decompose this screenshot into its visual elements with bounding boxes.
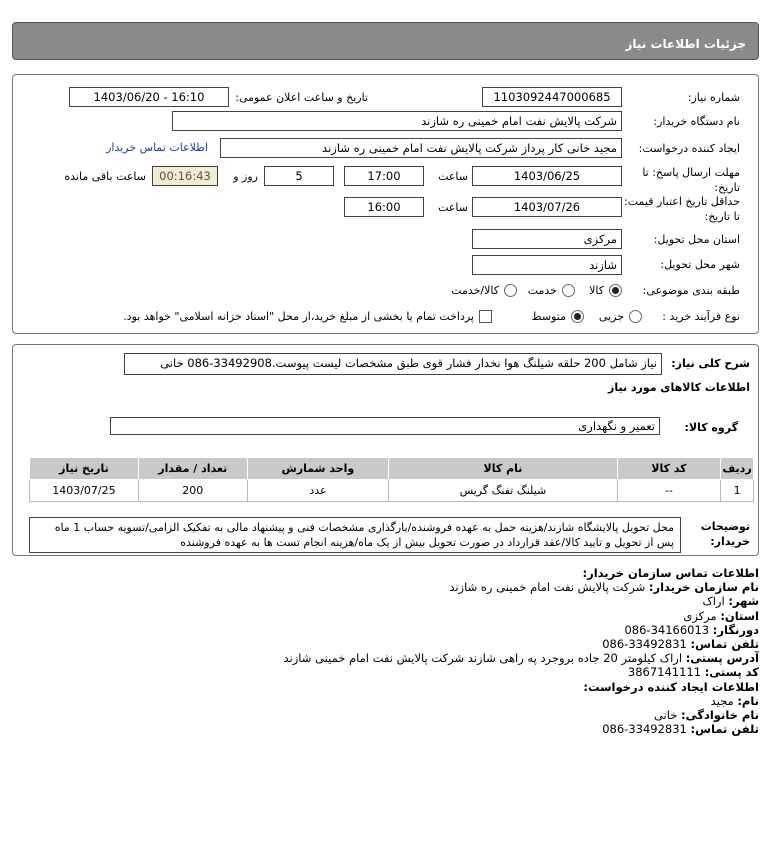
page-header	[12, 22, 759, 60]
cell-qty: 200	[138, 480, 247, 502]
province-field: مرکزی	[472, 229, 622, 249]
validity-date-field: 1403/07/26	[472, 197, 622, 217]
need-details-panel	[12, 74, 759, 334]
process-minor-label: جزیی	[598, 310, 624, 323]
process-minor-radio[interactable]	[629, 310, 642, 323]
cell-name: شیلنگ تفنگ گریس	[389, 480, 618, 502]
remaining-label: ساعت باقی مانده	[64, 170, 146, 183]
creator-name: مجید	[710, 693, 734, 708]
buyer-notes-field: محل تحویل پالایشگاه شازند/هزینه حمل به عهده فروشنده/بارگذاری مشخصات فنی و پیشنهاد مالی به تفکیک الزامی/تسویه حساب 1 ماه پس از تحویل و تایید کالا/عقد قرارداد در صورت تحویل بیش از یک ماه/هزینه انجام تست ها به عهده فروشنده	[29, 517, 681, 553]
contact-province: مرکزی	[683, 608, 717, 623]
category-both-label: کالا/خدمت	[451, 284, 499, 297]
deadline-label: مهلت ارسال پاسخ: تا تاریخ:	[642, 166, 740, 194]
process-medium-radio[interactable]	[571, 310, 584, 323]
creator-family-row	[12, 708, 759, 722]
contact-province-row	[12, 609, 759, 623]
creator-family: خانی	[653, 708, 678, 723]
cell-unit: عدد	[247, 480, 388, 502]
contact-postal-label: کد پستی:	[704, 665, 759, 680]
validity-label: حداقل تاریخ اعتبار قیمت: تا تاریخ:	[624, 195, 740, 223]
treasury-note: پرداخت تمام یا بخشی از مبلغ خرید،از محل "اسناد خزانه اسلامی" خواهد بود.	[123, 310, 474, 323]
buyer-org-label: نام دستگاه خریدار:	[653, 115, 740, 128]
summary-label: شرح کلی نیاز:	[671, 357, 750, 370]
contact-address-row	[12, 651, 759, 665]
table-row	[30, 480, 754, 502]
contact-fax: 34166013-086	[624, 622, 710, 637]
contact-fax-label: دورنگار:	[712, 622, 759, 637]
col-code-header: کد کالا	[617, 458, 720, 480]
creator-phone-row	[12, 722, 759, 736]
contact-title: اطلاعات تماس سازمان خریدار:	[582, 566, 759, 580]
creator-family-label: نام خانوادگی:	[681, 708, 759, 723]
creator-name-row	[12, 694, 759, 708]
contact-address: اراک کیلومتر 20 جاده بروجرد په راهی شازند شرکت پالایش نفت امام خمینی شازند	[283, 651, 683, 666]
process-label: نوع فرآیند خرید :	[662, 310, 740, 323]
contact-org-row	[12, 580, 759, 594]
category-goods-label: کالا	[589, 284, 604, 297]
deadline-date-field: 1403/06/25	[472, 166, 622, 186]
announce-label: تاریخ و ساعت اعلان عمومی:	[235, 91, 368, 104]
contact-phone: 33492831-086	[602, 637, 687, 652]
deadline-time-label: ساعت	[438, 170, 468, 183]
contact-org: شرکت پالایش نفت امام خمینی ره شازند	[449, 580, 646, 595]
cell-date: 1403/07/25	[30, 480, 139, 502]
buyer-notes-label: توضیحات خریدار:	[700, 520, 750, 548]
buyer-contact-link[interactable]: اطلاعات تماس خریدار	[106, 141, 208, 154]
category-both-radio[interactable]	[504, 284, 517, 297]
contact-org-label: نام سازمان خریدار:	[648, 580, 759, 595]
goods-group-label: گروه کالا:	[684, 421, 738, 434]
treasury-checkbox[interactable]	[479, 310, 492, 323]
contact-fax-row	[12, 623, 759, 637]
need-number-field: 1103092447000685	[482, 87, 622, 107]
requester-label: ایجاد کننده درخواست:	[638, 142, 740, 155]
contact-address-label: آدرس پستی:	[685, 651, 759, 666]
need-number-label: شماره نیاز:	[687, 91, 740, 104]
city-label: شهر محل تحویل:	[660, 258, 740, 271]
creator-phone-label: تلفن تماس:	[690, 722, 759, 737]
category-service-label: خدمت	[527, 284, 557, 297]
contact-phone-label: تلفن تماس:	[690, 637, 759, 652]
days-label: روز و	[233, 170, 258, 183]
province-label: استان محل تحویل:	[653, 233, 740, 246]
city-field: شازند	[472, 255, 622, 275]
contact-postal-row	[12, 665, 759, 679]
creator-phone: 33492831-086	[602, 722, 687, 737]
page-title: جزئیات اطلاعات نیاز	[625, 37, 746, 51]
validity-time-field: 16:00	[344, 197, 424, 217]
creator-name-label: نام:	[737, 693, 759, 708]
summary-field: نیاز شامل 200 حلقه شیلنگ هوا نخدار فشار قوی طبق مشخصات لیست پیوست.33492908-086 خانی	[124, 353, 662, 375]
contact-city-label: شهر:	[728, 594, 759, 609]
buyer-org-field: شرکت پالایش نفت امام خمینی ره شازند	[172, 111, 622, 131]
category-service-radio[interactable]	[562, 284, 575, 297]
cell-code: --	[617, 480, 720, 502]
col-qty-header: تعداد / مقدار	[138, 458, 247, 480]
creator-title: اطلاعات ایجاد کننده درخواست:	[583, 679, 759, 694]
contact-province-label: استان:	[720, 608, 759, 623]
remaining-timer: 00:16:43	[152, 166, 218, 186]
requester-field: مجید خانی کار پرداز شرکت پالایش نفت امام خمینی ره شازند	[220, 138, 622, 158]
category-label: طبقه بندی موضوعی:	[642, 284, 740, 297]
goods-panel	[12, 344, 759, 556]
goods-info-title: اطلاعات کالاهای مورد نیاز	[608, 381, 750, 394]
table-header-row	[30, 458, 754, 480]
validity-time-label: ساعت	[438, 201, 468, 214]
goods-table	[29, 457, 754, 502]
col-date-header: تاریخ نیاز	[30, 458, 139, 480]
contact-postal: 3867141111	[627, 665, 702, 680]
days-field: 5	[264, 166, 334, 186]
contact-section	[12, 566, 759, 736]
goods-group-field: تعمیر و نگهداری	[110, 417, 660, 435]
contact-city: اراک	[702, 594, 725, 609]
col-unit-header: واحد شمارش	[247, 458, 388, 480]
col-name-header: نام کالا	[389, 458, 618, 480]
announce-field: 1403/06/20 - 16:10	[69, 87, 229, 107]
process-medium-label: متوسط	[531, 310, 566, 323]
contact-phone-row	[12, 637, 759, 651]
col-row-header: ردیف	[721, 458, 754, 480]
cell-row: 1	[721, 480, 754, 502]
category-goods-radio[interactable]	[609, 284, 622, 297]
deadline-time-field: 17:00	[344, 166, 424, 186]
contact-city-row	[12, 594, 759, 608]
